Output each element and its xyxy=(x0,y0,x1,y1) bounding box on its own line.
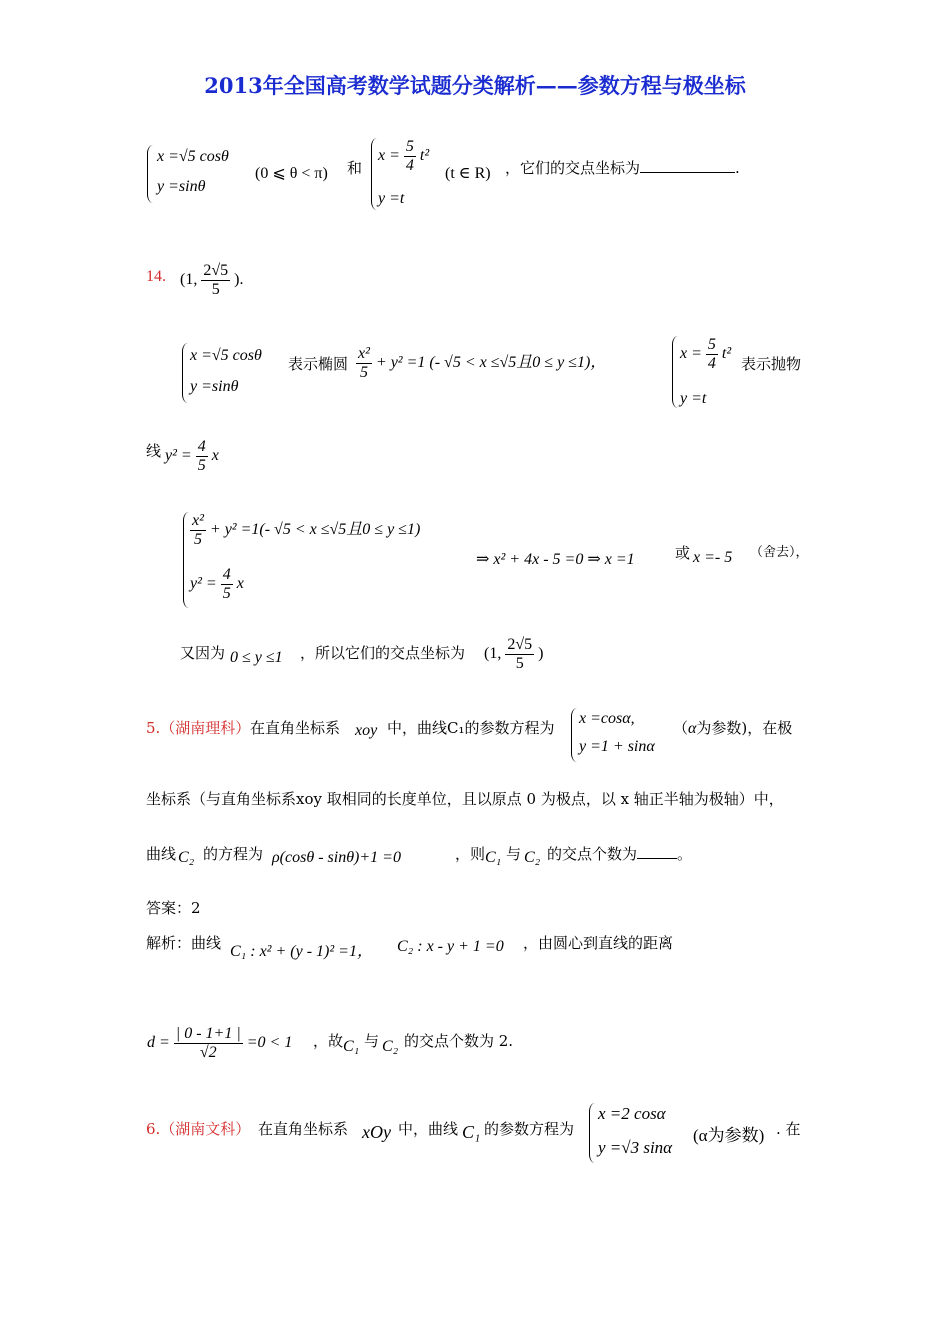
question-text: 中，曲线 xyxy=(398,1120,459,1138)
page-title: 2013年全国高考数学试题分类解析——参数方程与极坐标 xyxy=(204,73,746,98)
equation-line: d = $\frac{| 0 - 1+1 |}{√2}$ =0 < 1 xyxy=(147,1025,293,1061)
question-text: 在直角坐标系 xyxy=(250,719,341,737)
solution-text: 解析：曲线 xyxy=(146,934,222,952)
equation-line: $\frac{\text{x²}}{5}$ + y² =1(- √5 < x ≤√5且0 ≤ y ≤1) xyxy=(192,512,421,548)
equation-line: xoy xyxy=(355,722,378,739)
solution-text: 与 xyxy=(364,1032,380,1050)
equation-line: C₂ xyxy=(178,849,195,866)
fraction: $\frac{| 0 - 1+1 |}{√2}$ xyxy=(175,1025,241,1061)
question-text: 在直角坐标系 xyxy=(258,1120,349,1138)
equation-line: C₁ xyxy=(462,1122,481,1142)
equation-line: x =cosα, xyxy=(579,710,635,727)
answer-blank xyxy=(637,858,677,859)
question-text: 的参数方程为 xyxy=(484,1120,575,1138)
equation-line: x =2 cosα xyxy=(598,1104,666,1123)
brace xyxy=(589,1103,595,1163)
question-text: 坐标系（与直角坐标系xoy 取相同的长度单位，且以原点 0 为极点，以 x 轴正半轴为极轴）中， xyxy=(146,790,784,808)
equation-line: y =t xyxy=(378,190,405,207)
equation-line: C₁ xyxy=(343,1038,360,1055)
equation-line: x =√5 cosθ xyxy=(190,347,262,364)
equation-line: C₂ : x - y + 1 =0 xyxy=(397,938,504,955)
fraction: $\frac{\text{x²}}{5}$ xyxy=(358,345,370,381)
solution-text: 又因为 xyxy=(180,644,226,662)
equation-line: x = $\frac{5}{4}$ t² xyxy=(680,336,732,372)
brace xyxy=(183,512,189,608)
answer-value: (1, $\frac{2√5}{5}$ ). xyxy=(180,262,244,298)
solution-text: ，所以它们的交点坐标为 xyxy=(300,644,466,662)
equation-line: $\frac{\text{x²}}{5}$ + y² =1 (- √5 < x ≤√5且0 ≤ y ≤1)， xyxy=(358,345,607,381)
range-text: (0 ⩽ θ < π) xyxy=(255,165,328,182)
fraction: $\frac{\text{x²}}{5}$ xyxy=(192,512,204,548)
equation-line: ρ(cosθ - sinθ)+1 =0 xyxy=(272,849,401,866)
brace xyxy=(571,708,577,762)
fraction: $\frac{5}{4}$ xyxy=(405,138,414,174)
fraction: $\frac{2√5}{5}$ xyxy=(203,262,229,298)
question-number: 6.（湖南文科） xyxy=(146,1120,251,1138)
solution-text: 线 xyxy=(146,442,162,460)
question-text: ，它们的交点坐标为 . xyxy=(505,159,740,177)
fraction: $\frac{2√5}{5}$ xyxy=(507,636,533,672)
fraction: $\frac{4}{5}$ xyxy=(222,566,231,602)
equation-line: x =√5 cosθ xyxy=(157,148,229,165)
equation-line: y =sinθ xyxy=(190,378,239,395)
solution-text: 的交点个数为 2. xyxy=(404,1032,514,1050)
equation-line: C₁ xyxy=(485,849,502,866)
question-number: 5.（湖南理科） xyxy=(146,719,251,737)
equation-line: y =sinθ xyxy=(157,178,206,195)
brace xyxy=(672,336,678,408)
solution-text: （舍去）， xyxy=(750,545,809,560)
equation-line: y² = $\frac{4}{5}$ x xyxy=(190,566,244,602)
equation-line: x = $\frac{5}{4}$ t² xyxy=(378,138,430,174)
question-text: 中，曲线C₁的参数方程为 xyxy=(387,719,555,737)
equation-line: 0 ≤ y ≤1 xyxy=(230,649,283,666)
answer-blank xyxy=(640,172,735,173)
question-text: 与 xyxy=(506,845,522,863)
equation-line: y =t xyxy=(680,390,707,407)
fraction: $\frac{4}{5}$ xyxy=(197,438,206,474)
brace xyxy=(182,343,188,403)
equation-line: y² = $\frac{4}{5}$ x xyxy=(165,438,219,474)
equation-line: (α为参数) xyxy=(693,1126,765,1145)
equation-line: C₁ : x² + (y - 1)² =1， xyxy=(230,943,373,960)
answer-value: (1, $\frac{2√5}{5}$ ) xyxy=(484,636,544,672)
solution-text: ，由圆心到直线的距离 xyxy=(523,934,674,952)
equation-line: C₂ xyxy=(382,1038,399,1055)
answer-text: 答案：2 xyxy=(146,899,201,917)
solution-text: 表示椭圆 xyxy=(288,355,349,373)
equation-line: C₂ xyxy=(524,849,541,866)
fraction: $\frac{5}{4}$ xyxy=(707,336,716,372)
solution-text: 或 xyxy=(675,544,691,562)
equation-line: y =√3 sinα xyxy=(598,1138,673,1157)
question-text: . 在 xyxy=(776,1120,801,1138)
solution-text: ，故 xyxy=(313,1032,344,1050)
question-text: 的交点个数为 。 xyxy=(547,845,693,863)
equation-line: ⇒ x² + 4x - 5 =0 ⇒ x =1 xyxy=(476,551,635,568)
answer-number: 14. xyxy=(146,268,166,285)
question-text: 的方程为 xyxy=(203,845,264,863)
connector-text: 和 xyxy=(347,159,363,177)
range-text: (t ∈ R) xyxy=(445,165,491,182)
equation-line: xOy xyxy=(362,1122,391,1142)
question-text: ，则 xyxy=(455,845,486,863)
question-text: （α为参数)，在极 xyxy=(673,719,793,737)
solution-text: 表示抛物 xyxy=(741,355,802,373)
equation-line: x =- 5 xyxy=(693,549,733,566)
brace xyxy=(147,145,153,203)
brace xyxy=(371,138,377,210)
question-text: 曲线 xyxy=(146,845,177,863)
equation-line: y =1 + sinα xyxy=(579,738,655,755)
